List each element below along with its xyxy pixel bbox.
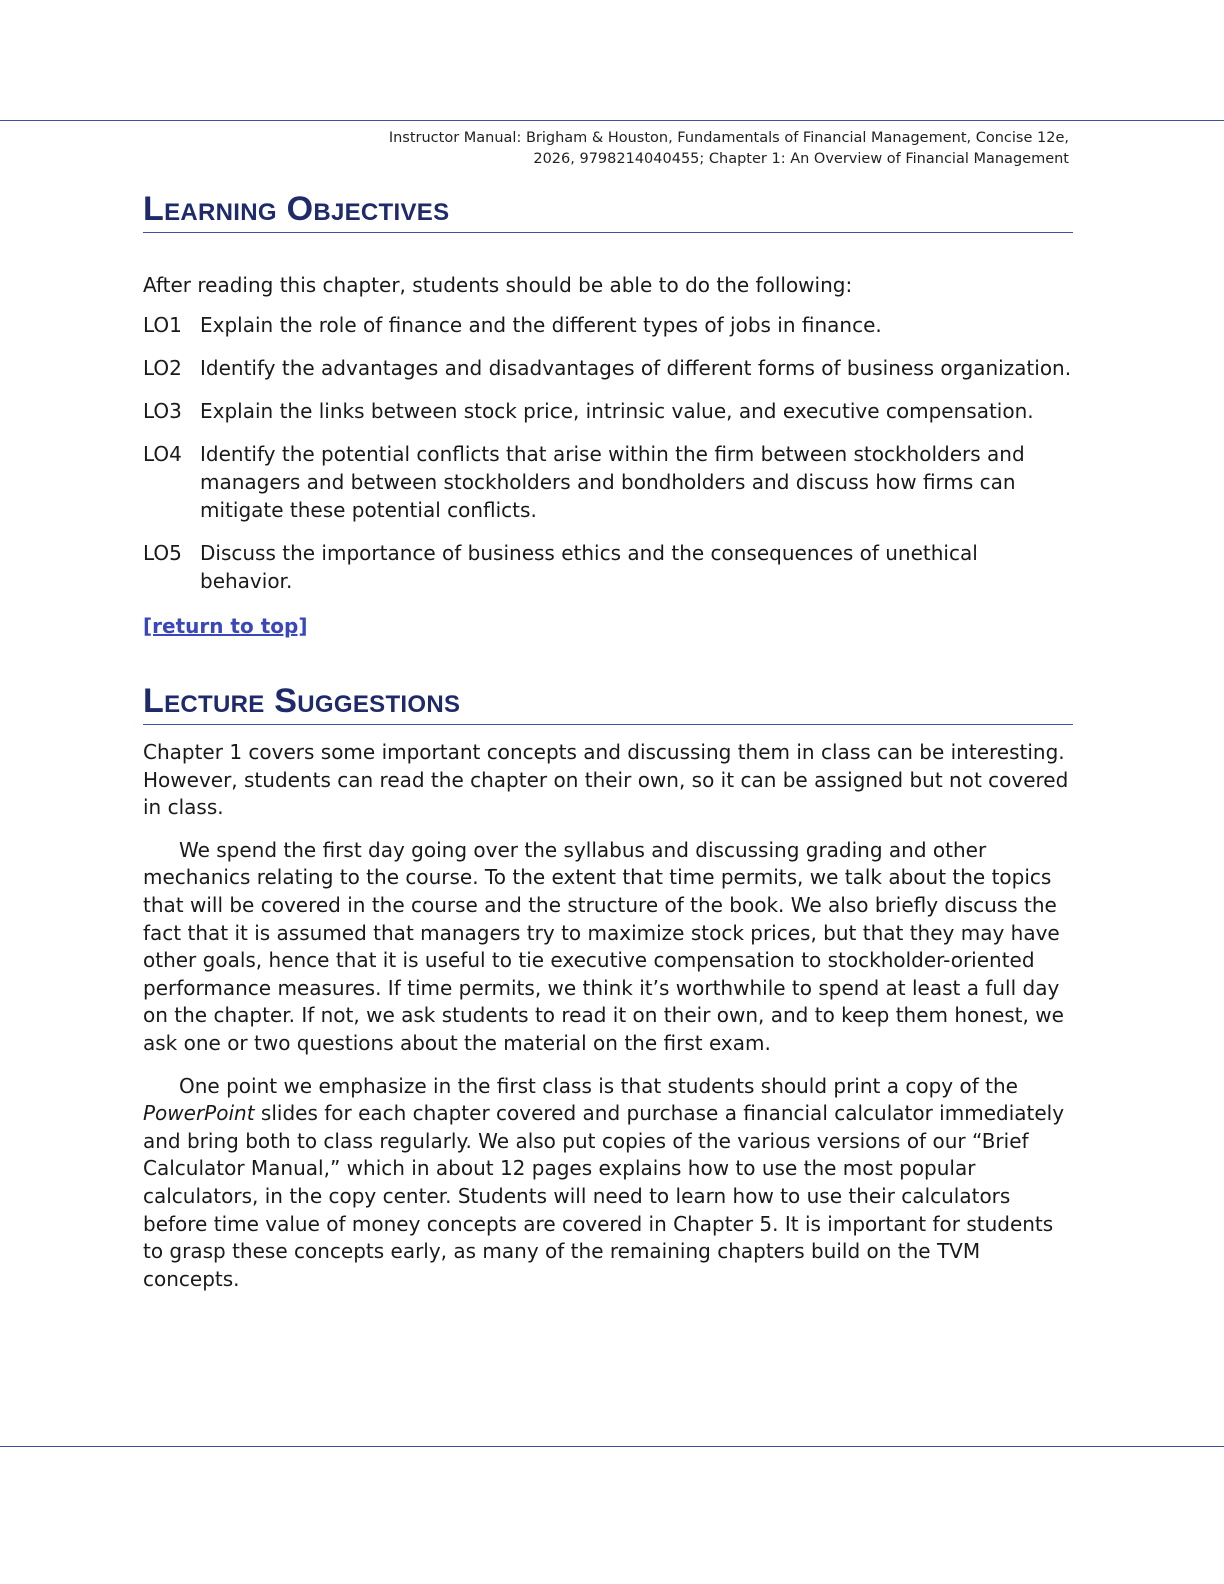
running-header-line-2: 2026, 9798214040455; Chapter 1: An Overview of Financial Management — [533, 151, 1069, 167]
objective-code: LO2 — [143, 356, 182, 380]
powerpoint-term: PowerPoint — [143, 1101, 255, 1126]
learning-objectives-heading: Learning Objectives — [143, 190, 1073, 233]
objective-text: Explain the role of finance and the different types of jobs in finance. — [200, 313, 882, 337]
objective-text: Explain the links between stock price, intrinsic value, and executive compensation. — [200, 399, 1034, 423]
return-to-top-link[interactable]: [return to top] — [143, 614, 308, 638]
objective-item — [143, 397, 1073, 425]
objective-text: Identify the potential conflicts that arise within the firm between stockholders and managers and between stockholders and bondholders and discuss how firms can mitigate these potential conflicts. — [200, 442, 1025, 522]
objective-code: LO4 — [143, 442, 182, 466]
objective-code: LO3 — [143, 399, 182, 423]
objective-item — [143, 440, 1073, 524]
paragraph-3-text-end: slides for each chapter covered and purchase a financial calculator immediately and bring both to class regularly. We also put copies of the various versions of our “Brief Calculator Manual,” which in about 12 pages explains how to use the most popular calculators, in the copy center. Students will need to learn how to use their calculators before time value of money concepts are covered in Chapter 5. It is important for students to grasp these concepts early, as many of the remaining chapters build on the TVM concepts. — [143, 1101, 1065, 1291]
lecture-paragraph-3 — [143, 1073, 1073, 1294]
paragraph-3-text-start: One point we emphasize in the first class is that students should print a copy of the — [179, 1073, 1018, 1098]
lecture-suggestions-section — [143, 682, 1073, 1293]
learning-objectives-section — [143, 190, 1073, 640]
objectives-list — [143, 311, 1073, 595]
lecture-paragraph-2: We spend the first day going over the syllabus and discussing grading and other mechanics relating to the course. To the extent that time permits, we talk about the topics that will be covered in the course and the structure of the book. We also briefly discuss the fact that it is assumed that managers try to maximize stock prices, but that they may have other goals, hence that it is useful to tie executive compensation to stockholder-oriented performance measures. If time permits, we think it’s worthwhile to spend at least a full day on the chapter. If not, we ask students to read it on their own, and to keep them honest, we ask one or two questions about the material on the first exam. — [143, 837, 1064, 1055]
objectives-intro: After reading this chapter, students should be able to do the following: — [143, 273, 853, 297]
lecture-paragraph-1: Chapter 1 covers some important concepts and discussing them in class can be interesting. However, students can read the chapter on their own, so it can be assigned but not covered in class. — [143, 740, 1069, 820]
objective-code: LO1 — [143, 313, 182, 337]
objective-item — [143, 539, 1073, 595]
objective-text: Discuss the importance of business ethics and the consequences of unethical behavior. — [200, 541, 978, 593]
objective-item — [143, 354, 1073, 382]
objective-text: Identify the advantages and disadvantages of different forms of business organization. — [200, 356, 1072, 380]
running-header-line-1: Instructor Manual: Brigham & Houston, Fundamentals of Financial Management, Concise 12e, — [388, 130, 1069, 146]
running-header — [309, 128, 1069, 170]
objective-code: LO5 — [143, 541, 182, 565]
footer-rule — [0, 1446, 1224, 1447]
page-content — [143, 190, 1073, 1308]
lecture-suggestions-heading: Lecture Suggestions — [143, 682, 1073, 725]
header-rule — [0, 120, 1224, 121]
objective-item — [143, 311, 1073, 339]
